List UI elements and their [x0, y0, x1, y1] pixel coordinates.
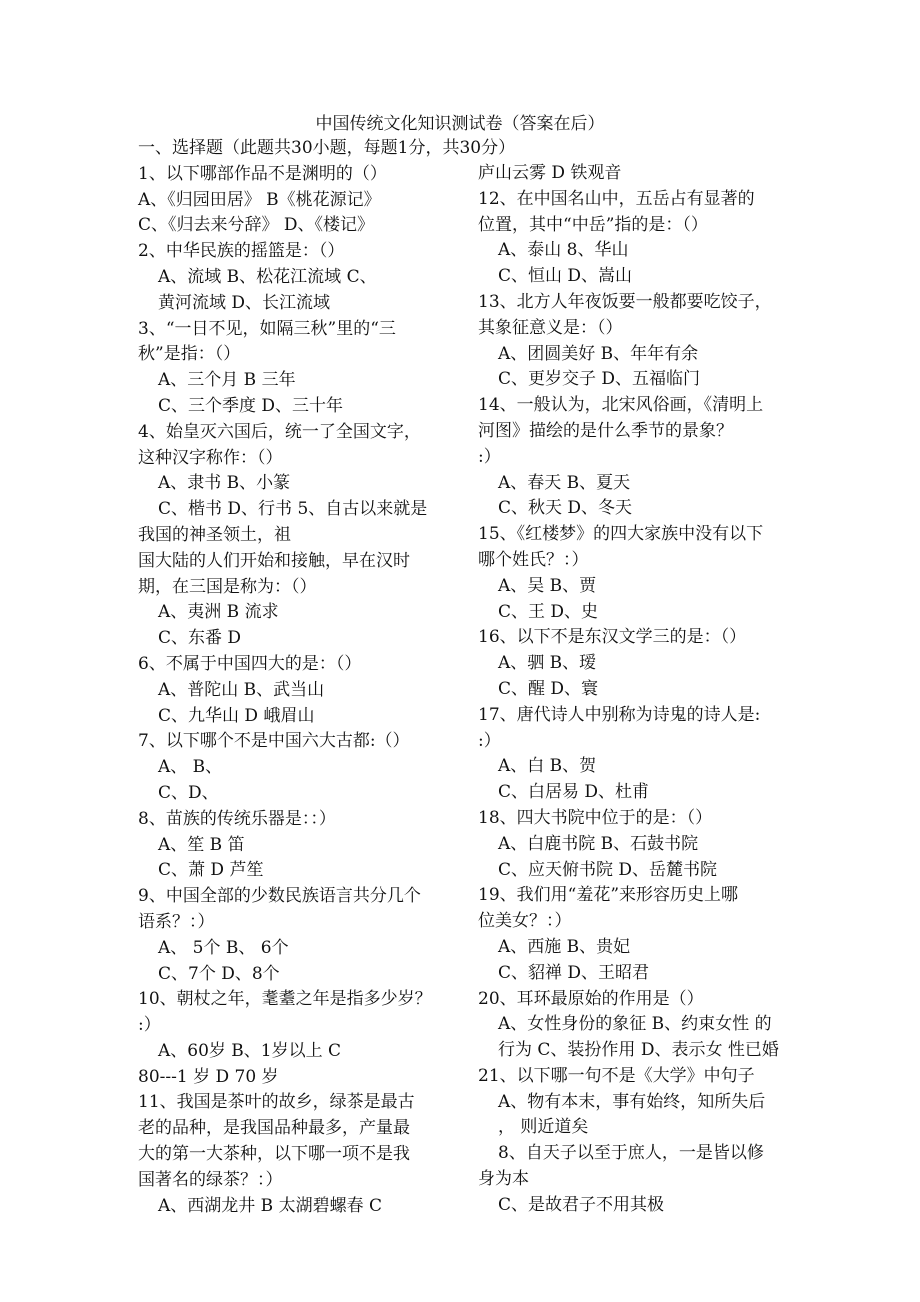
text-line: C、白居易 D、杜甫	[498, 782, 650, 803]
text-line: :）	[478, 446, 501, 467]
text-line: 河图》描绘的是什么季节的景象？	[478, 420, 733, 441]
text-line: 庐山云雾 D 铁观音	[478, 163, 622, 183]
text-line: ， 则近道矣	[498, 1117, 589, 1138]
text-line: 国著名的绿茶？：）	[138, 1169, 283, 1190]
text-line: A、 B、	[158, 757, 223, 778]
text-line: 2、中华民族的摇篮是：（）	[138, 241, 345, 262]
text-line: A、笙 B 笛	[158, 834, 245, 855]
text-line: A、流域 B、松花江流域 C、	[158, 266, 377, 287]
right-column	[478, 161, 798, 1219]
text-line: C、应天俯书院 D、岳麓书院	[498, 859, 718, 880]
text-line: C、恒山 D、嵩山	[498, 266, 633, 287]
text-line: C、《归去来兮辞》 D、《楼记》	[138, 215, 375, 236]
text-line: C、更岁交子 D、五福临门	[498, 369, 701, 390]
text-line: A、西湖龙井 B 太湖碧螺春 C	[158, 1195, 382, 1216]
text-line: A、隶书 B、小篆	[158, 473, 291, 494]
text-line: 9、中国全部的少数民族语言共分几个	[138, 886, 421, 907]
text-line: :）	[478, 730, 501, 751]
text-line: 6、不属于中国四大的是：（）	[138, 653, 362, 674]
text-line: 7、以下哪个不是中国六大古都:（）	[138, 731, 410, 752]
text-line: 15、《红楼梦》的四大家族中没有以下	[478, 524, 764, 545]
text-line: 4、始皇灭六国后，统一了全国文字，	[138, 421, 421, 442]
text-line: 其象征意义是：（）	[478, 317, 623, 338]
text-line: 8、苗族的传统乐器是：：）	[138, 808, 336, 829]
text-line: 行为 C、装扮作用 D、表示女 性已婚	[498, 1040, 779, 1061]
text-line: 我国的神圣领土，祖	[138, 524, 291, 545]
text-line: 期，在三国是称为：（）	[138, 576, 317, 597]
text-line: A、春天 B、夏天	[498, 472, 631, 493]
text-line: 身为本	[478, 1169, 529, 1190]
text-line: 16、以下不是东汉文学三的是：（）	[478, 627, 747, 648]
text-line: 这种汉字称作：（）	[138, 447, 283, 468]
text-line: 18、四大书院中位于的是：（）	[478, 807, 713, 828]
text-line: A、白 B、贺	[498, 756, 597, 777]
text-line: C、东番 D	[158, 628, 242, 649]
text-line: :）	[138, 1015, 161, 1036]
text-line: C、是故君子不用其极	[498, 1194, 665, 1215]
text-line: C、秋天 D、冬天	[498, 498, 633, 519]
text-line: A、白鹿书院 B、石鼓书院	[498, 833, 699, 854]
text-line: 8、自天子以至于庶人，一是皆以修	[498, 1143, 764, 1164]
text-line: 19、我们用“羞花”来形容历史上哪	[478, 885, 739, 906]
text-line: 14、一般认为，北宋风俗画，《清明上	[478, 395, 764, 416]
text-line: 秋”是指：（）	[138, 344, 241, 365]
text-line: A、物有本末，事有始终，知所失后	[498, 1091, 766, 1112]
text-line: 语系？：）	[138, 911, 215, 932]
text-line: A、三个月 B 三年	[158, 370, 296, 391]
text-line: 10、朝杖之年，耄耋之年是指多少岁？	[138, 989, 432, 1010]
text-line: C、D、	[158, 782, 219, 803]
text-line: A、普陀山 B、武当山	[158, 679, 325, 700]
text-line: C、7个 D、8个	[158, 963, 280, 984]
text-line: 17、唐代诗人中别称为诗鬼的诗人是:	[478, 704, 761, 725]
text-line: 位美女？：）	[478, 911, 572, 932]
text-line: C、楷书 D、行书 5、自古以来就是	[158, 499, 428, 520]
text-line: 国大陆的人们开始和接触，早在汉时	[138, 550, 410, 571]
text-line: 80---1 岁 D 70 岁	[138, 1066, 279, 1087]
text-line: A、《归园田居》 B《桃花源记》	[138, 189, 381, 210]
text-line: A、夷洲 B 流求	[158, 602, 279, 623]
text-line: 一、选择题（此题共30小题，每题1分，共30分）	[138, 138, 516, 158]
text-line: A、团圆美好 B、年年有余	[498, 343, 699, 364]
text-line: 3、“一日不见，如隔三秋”里的“三	[138, 318, 396, 339]
text-line: C、醒 D、寰	[498, 678, 599, 699]
text-line: 大的第一大茶种，以下哪一项不是我	[138, 1144, 410, 1165]
text-line: 13、北方人年夜饭要一般都要吃饺子，	[478, 291, 772, 312]
text-line: C、王 D、史	[498, 601, 599, 622]
text-line: 20、耳环最原始的作用是（）	[478, 988, 704, 1009]
text-line: 哪个姓氏？：）	[478, 549, 589, 570]
text-line: A、吴 B、贾	[498, 575, 597, 596]
page-title: 中国传统文化知识测试卷（答案在后）	[315, 114, 605, 134]
text-line: A、女性身份的象征 B、约束女性 的	[498, 1014, 772, 1035]
text-line: A、泰山 8、华山	[498, 240, 629, 261]
text-line: 1、以下哪部作品不是渊明的（）	[138, 163, 387, 184]
text-line: 老的品种，是我国品种最多，产量最	[138, 1118, 410, 1139]
text-line: C、三个季度 D、三十年	[158, 395, 344, 416]
text-line: A、 5个 B、 6个	[158, 937, 289, 958]
text-line: 12、在中国名山中，五岳占有显著的	[478, 188, 755, 209]
text-line: 21、以下哪一句不是《大学》中句子	[478, 1065, 755, 1086]
text-line: A、60岁 B、1岁以上 C	[158, 1040, 342, 1061]
text-line: C、萧 D 芦笙	[158, 860, 264, 881]
text-line: 11、我国是茶叶的故乡，绿茶是最古	[138, 1092, 415, 1113]
text-line: A、西施 B、贵妃	[498, 936, 631, 957]
text-line: 黄河流域 D、长江流域	[158, 292, 331, 313]
text-line: C、九华山 D 峨眉山	[158, 705, 315, 726]
text-line: A、驷 B、瑷	[498, 653, 597, 674]
text-line: 位置，其中“中岳”指的是：（）	[478, 214, 708, 235]
text-line: C、貂禅 D、王昭君	[498, 962, 650, 983]
